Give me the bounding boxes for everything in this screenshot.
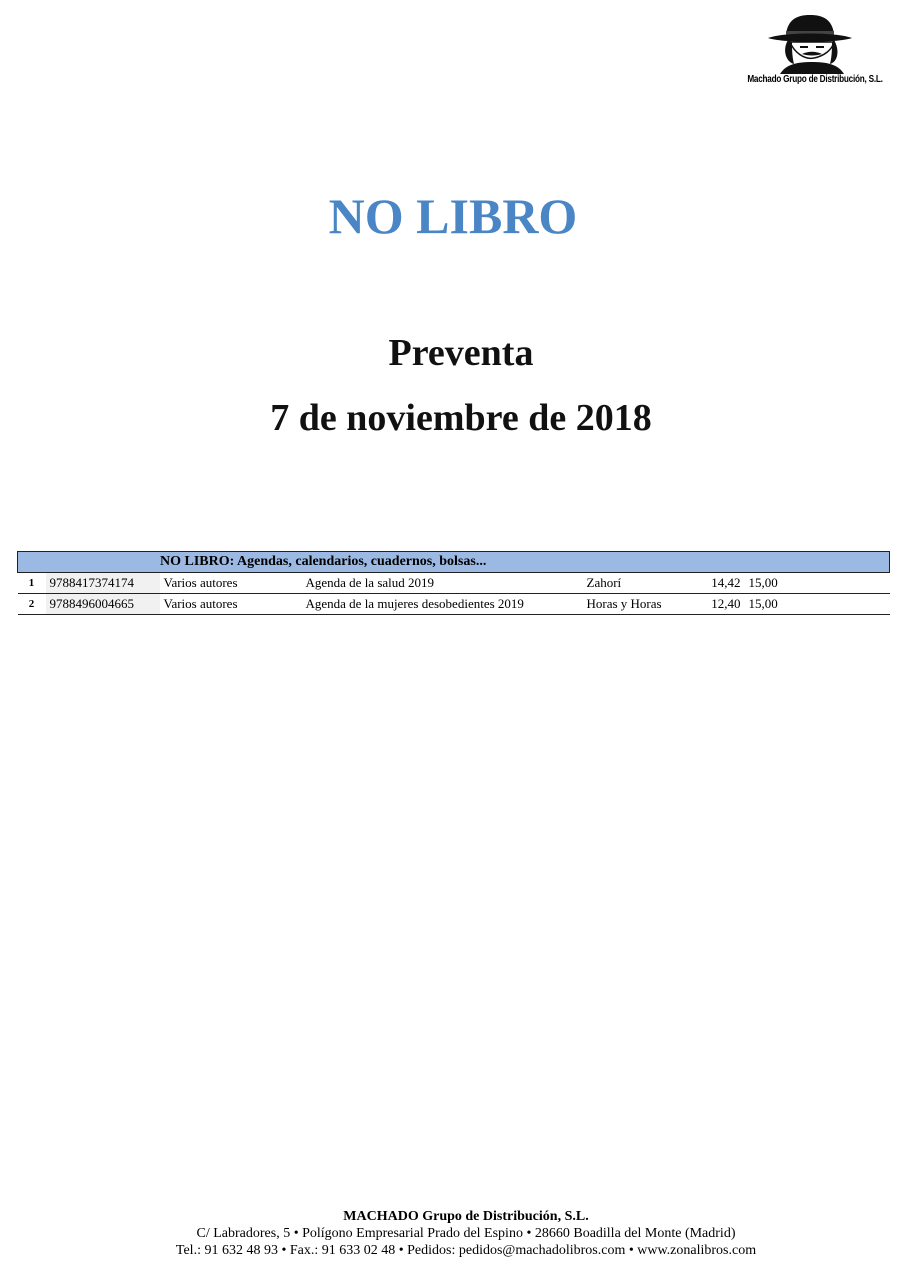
section-header-row <box>18 552 890 573</box>
catalog-table <box>17 551 890 615</box>
row-number: 1 <box>18 573 46 594</box>
title-cell: Agenda de la mujeres desobedientes 2019 <box>302 594 583 615</box>
isbn-cell: 9788417374174 <box>46 573 160 594</box>
footer-company: MACHADO Grupo de Distribución, S.L. <box>343 1209 589 1224</box>
isbn-cell: 9788496004665 <box>46 594 160 615</box>
company-logo <box>734 12 882 92</box>
price-cell: 15,00 <box>745 573 890 594</box>
table-row <box>18 594 890 615</box>
publisher-cell: Zahorí <box>583 573 697 594</box>
table-row <box>18 573 890 594</box>
release-date: 7 de noviembre de 2018 <box>270 397 652 439</box>
logo-text: Machado Grupo de Distribución, S.L. <box>747 74 883 85</box>
footer-address: C/ Labradores, 5 • Polígono Empresarial Prado del Espino • 28660 Boadilla del Monte (Madrid) <box>196 1226 736 1241</box>
row-number: 2 <box>18 594 46 615</box>
publisher-cell: Horas y Horas <box>583 594 697 615</box>
net-price-cell: 12,40 <box>697 594 745 615</box>
net-price-cell: 14,42 <box>697 573 745 594</box>
title-cell: Agenda de la salud 2019 <box>302 573 583 594</box>
page-title: NO LIBRO <box>328 188 578 244</box>
author-cell: Varios autores <box>160 594 302 615</box>
section-header: NO LIBRO: Agendas, calendarios, cuadernos, bolsas... <box>18 552 890 573</box>
footer-contact: Tel.: 91 632 48 93 • Fax.: 91 633 02 48 • Pedidos: pedidos@machadolibros.com • www.zonalibros.com <box>175 1243 757 1258</box>
page-subtitle: Preventa <box>388 332 534 374</box>
page-footer <box>0 1208 906 1259</box>
author-cell: Varios autores <box>160 573 302 594</box>
hat-man-logo-icon <box>734 12 882 74</box>
price-cell: 15,00 <box>745 594 890 615</box>
